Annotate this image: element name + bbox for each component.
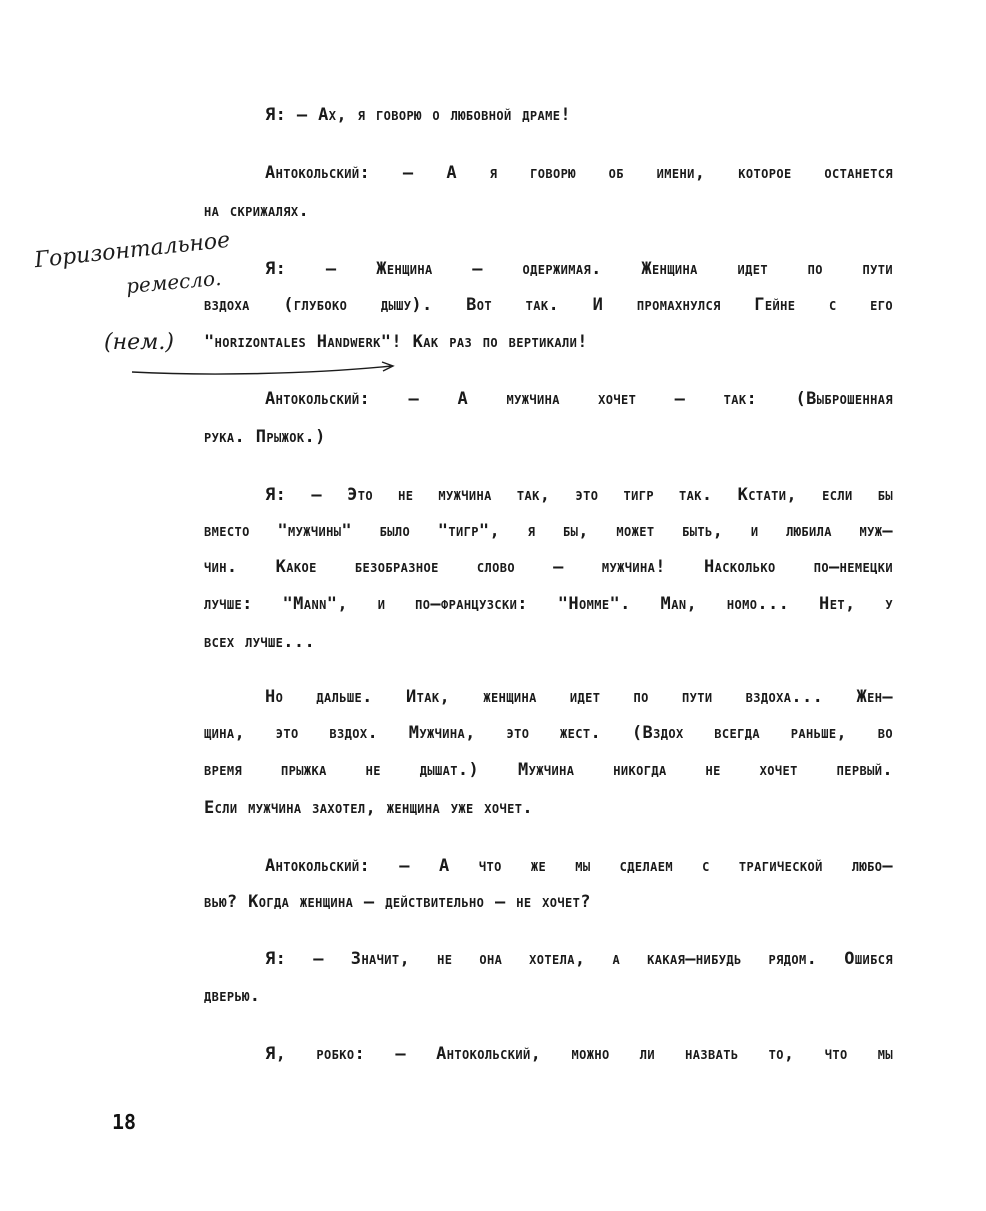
text-line: Антокольский: — А что же мы сделаем с трагической любо— — [265, 856, 893, 876]
text-line: рука. Прыжок.) — [204, 427, 326, 447]
text-line: Я: — Ах, я говорю о любовной драме! — [265, 105, 571, 125]
page-number: 18 — [112, 1110, 137, 1134]
text-line: всех лучше... — [204, 632, 316, 652]
text-line: Я: — Значит, не она хотела, а какая—нибудь рядом. Ошибся — [265, 949, 893, 969]
text-line: лучше: "Mann", и по—французски: "Homme". Man, homo... Нет, у — [204, 594, 893, 614]
handwritten-note-line3: (нем.) — [104, 330, 174, 355]
text-line: "horizontales Handwerk"! Как раз по вертикали! — [204, 332, 588, 352]
text-line: на скрижалях. — [204, 201, 310, 221]
handwritten-note-line2: ремесло. — [125, 265, 223, 299]
text-line: чин. Какое безобразное слово — мужчина! Насколько по—немецки — [204, 557, 893, 577]
text-line: время прыжка не дышат.) Мужчина никогда не хочет первый. — [204, 760, 893, 780]
text-line: Антокольский: — А я говорю об имени, которое останется — [265, 163, 893, 183]
text-line: вместо "мужчины" было "тигр", я бы, может быть, и любила муж— — [204, 521, 893, 541]
text-line: Я, робко: — Антокольский, можно ли назвать то, что мы — [265, 1044, 893, 1064]
text-line: Антокольский: — А мужчина хочет — так: (Выброшенная — [265, 389, 893, 409]
text-line: Если мужчина захотел, женщина уже хочет. — [204, 798, 534, 818]
handwritten-arrow — [130, 360, 400, 380]
text-line: дверью. — [204, 986, 261, 1006]
text-line: вью? Когда женщина — действительно — не хочет? — [204, 892, 591, 912]
text-line: Но дальше. Итак, женщина идет по пути вздоха... Жен— — [265, 687, 893, 707]
text-line: Я: — Женщина — одержимая. Женщина идет по пути — [265, 259, 893, 279]
text-line: Я: — Это не мужчина так, это тигр так. Кстати, если бы — [265, 485, 893, 505]
text-line: щина, это вздох. Мужчина, это жест. (Вздох всегда раньше, во — [204, 723, 893, 743]
handwritten-note-line1: Горизонтальное — [33, 227, 232, 274]
text-line: вздоха (глубоко дышу). Вот так. И промахнулся Гейне с его — [204, 295, 893, 315]
